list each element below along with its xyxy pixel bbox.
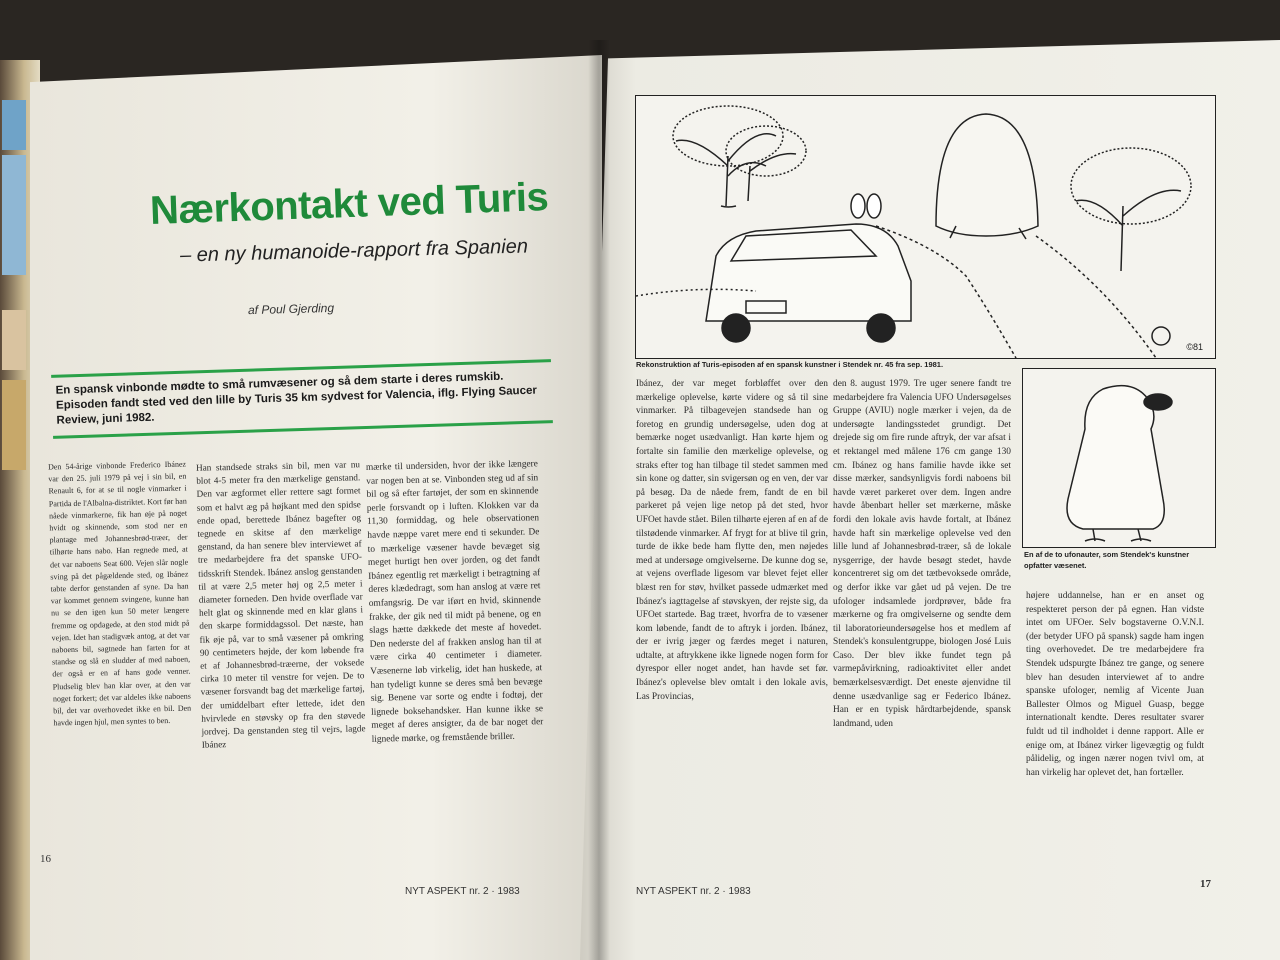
illustration-caption: Rekonstruktion af Turis-episoden af en spansk kunstner i Stendek nr. 45 fra sep. 1981. xyxy=(636,360,944,369)
intro-text: En spansk vinbonde mødte to små rumvæsener og så dem starte i deres rumskib. Episoden fandt sted ved den lille by Turis 35 km sydvest for Valencia, iflg. Flying Saucer Review, juni 1982. xyxy=(55,370,538,427)
reconstruction-illustration xyxy=(635,95,1216,359)
body-column-1: Den 54-årige vinbonde Frederico Ibánez var den 25. juli 1979 på vej i sin bil, en Renault 6, for at se til nogle vinmarker i Partida de l'Albalna-distriktet. Kort før han nåede vinmarkerne, fik han øje på noget hvidt og skinnende, som stod ner en plantage med Johannesbrød-træer, der tilhørte hans nabo. Han regnede med, at det var naboens Seat 600. Vejen slår nogle sving på det pågældende sted, og Ibánez tabte derfor genstanden af syne. Da han var kommet gennem svingene, kunne han nu se den igen kun 50 meter længere fremme og opdagede, at den stod midt på vejen. Idet han stadigvæk antog, at det var naboens bil, sagtnede han farten for at standse og slå en sludder af med naboen, der også er en af hans gode venner. Pludselig blev han klar over, at den var noget forkert; det var aldeles ikke naboens bil, det var overhovedet ikke en bil. Den havde ingen hjul, men syntes to ben. xyxy=(47,459,192,728)
ufonaut-illustration xyxy=(1022,368,1216,548)
body-column-2: Han standsede straks sin bil, men var nu blot 4-5 meter fra den mærkelige genstand. Den var ægformet eller rettere sagt formet som et halvt æg på højkant med den spidse ende opad, berettede Ibánez bagefter og tegnede en skitse af den mærkelige genstand, da han senere blev interviewet af tre medarbejdere fra det spanske UFO-tidsskrift Stendek. Ibánez anslog genstanden til at være 2,5 meter høj og 2,5 meter i diameter forneden. Den hvide overflade var helt glat og skinnende med en klar glans i den skarpe formiddagssol. Det næste, han fik øje på, var to små væsener på omkring 90 centimeters højde, der kom løbende fra et af Johannesbrød-træerne, der voksede cirka 10 meter til venstre for vejen. De to væsener forsvandt bag det mærkelige fartøj, der umiddelbart efter lettede, idet den hvirvlede en støvsky op fra den støvede jordvej. Da genstanden steg til vejrs, lagde Ibánez xyxy=(195,459,366,750)
ufonaut-drawing xyxy=(1023,369,1215,547)
running-footer-left: NYT ASPEKT nr. 2 · 1983 xyxy=(405,886,520,897)
page-number-right: 17 xyxy=(1200,878,1211,890)
body-column-5: den 8. august 1979. Tre uger senere fandt tre medarbejdere fra Valencia UFO Undersøgelses Gruppe (AVIU) nogle mærker i vejen, da de undersøgte landingsstedet grundigt. Det drejede sig om fire runde aftryk, der var afsat i et rektangel med målene 176 cm gange 130 cm. Ibánez og hans familie havde ikke set disse mærker, sandsynligvis fordi naboens bil havde været parkeret over dem. Ingen andre havde åbenbart heller set mærkerne, måske fordi den lokale avis havde fortalt, at Ibánez havde haft sin mærkelige oplevelse ved den lille lund af Johannesbrød-træer, så de lokale nysgerrige, der havde besøgt stedet, havde koncentreret sig om det tætbevoksede område, og derfor ikke var gået ud på vejen. De tre ufologer indsamlede jordprøver, både fra mærkerne og fra omgivelserne og sendte dem til laboratorieundersøgelse hos et medlem af Stendek's konsulentgruppe, biologen José Luis Caso. Der blev ikke fundet tegn på varmepåvirkning, radioaktivitet eller andet bemærkelsesværdigt. Det eneste øjenvidne til denne usædvanlige sag er Federico Ibánez. Han er en typisk hårdtarbejdende, spansk landmand, uden xyxy=(833,379,1011,729)
illustration-signature: ©81 xyxy=(1186,342,1203,352)
ufonaut-caption: En af de to ufonauter, som Stendek's kunstner opfatter væsenet. xyxy=(1024,550,1190,570)
body-column-4: Ibánez, der var meget forbløffet over den mærkelige oplevelse, kørte videre og så til sine vinmarker. På tilbagevejen standsede han og foretog en grundig undersøgelse, uden dog at bemærke noget usædvanligt. Han kørte hjem og fortalte sin familie den mærkelige oplevelse, og straks efter tog han tilbage til stedet sammen med sin kone og datter, sin svigersøn og en ven, der var på besøg. Da de nåede frem, fandt de en bil parkeret på vejen lige netop på det sted, hvor UFOet havde stået. Bilen tilhørte ejeren af en af de tilstødende vinmarker. Af frygt for at blive til grin, turde de ikke bede ham flytte den, men nøjedes med at undersøge omgivelserne. De kunne dog se, at vejens overflade ligesom var blevet fejet eller blæst ren for støv, hvilket passede udmærket med Ibánez's iagttagelse af støvskyen, der rejste sig, da UFOet startede. Bag træet, hvorfra de to væsener kom løbende, fandt de to aftryk i jorden. Ibánez, der er ivrig jæger og færdes meget i naturen, udtalte, at aftrykkene ikke lignede nogen form for dyrespor eller noget andet, han havde set før. Ibánez's oplevelse blev omtalt i den lokale avis, Las Provincias, xyxy=(636,379,828,702)
article-byline: af Poul Gjerding xyxy=(247,300,335,318)
page-number-left: 16 xyxy=(40,853,51,865)
reconstruction-drawing xyxy=(636,96,1215,358)
running-footer-right: NYT ASPEKT nr. 2 · 1983 xyxy=(636,886,751,897)
body-column-6: højere uddannelse, han er en anset og respekteret person der på egnen. Han vidste intet om UFOer. Selv bogstaverne O.V.N.I. (der betyder UFO på spansk) sagde ham ingen ting overhovedet. De tre medarbejdere fra Stendek udspurgte Ibánez tre gange, og senere blev han desuden interviewet af to andre spanske ufologer, nemlig af Vicente Juan Ballester Olmos og Miguel Guasp, begge internationalt kendte. Deres resultater svarer fuldt ud til indholdet i denne rapport. Alle er enige om, at Ibánez virker ligevægtig og fuldt pålidelig, og ingen nærer nogen tvivl om, at han virkelig har oplevet det, han fortæller. xyxy=(1026,591,1204,778)
body-column-3: mærke til undersiden, hvor der ikke længere var nogen ben at se. Vinbonden steg ud af sin bil og så efter fartøjet, der som en skinnende perle forsvandt op i luften. Klokken var da 11,30 formiddag, og hele observationen havde næppe varet mere end ti sekunder. De to mærkelige væsener havde bevæget sig meget hurtigt hen over jorden, og det fandt Ibánez egentlig ret mærkeligt i betragtning af deres klædedragt, som han anslog at være ret omfangsrig. De var iført en hvid, skinnende frakke, der gik ned til midt på benene, og en slags hætte dækkede det meste af hovedet. Den nederste del af frakken anslog han til at være cirka 40 centimeter i diameter. Væsenerne løb virkelig, idet han huskede, at han tydeligt kunne se deres små ben bevæge sig. Benene var sorte og endte i fodtøj, der lignede boksehandsker. Han kunne ikke se meget af deres ansigter, da de bar noget der lignede mørke, og fremstående briller. xyxy=(365,459,544,745)
page-gutter xyxy=(588,40,610,960)
article-title: Nærkontakt ved Turis xyxy=(149,175,549,233)
article-subtitle: – en ny humanoide-rapport fra Spanien xyxy=(179,235,529,267)
